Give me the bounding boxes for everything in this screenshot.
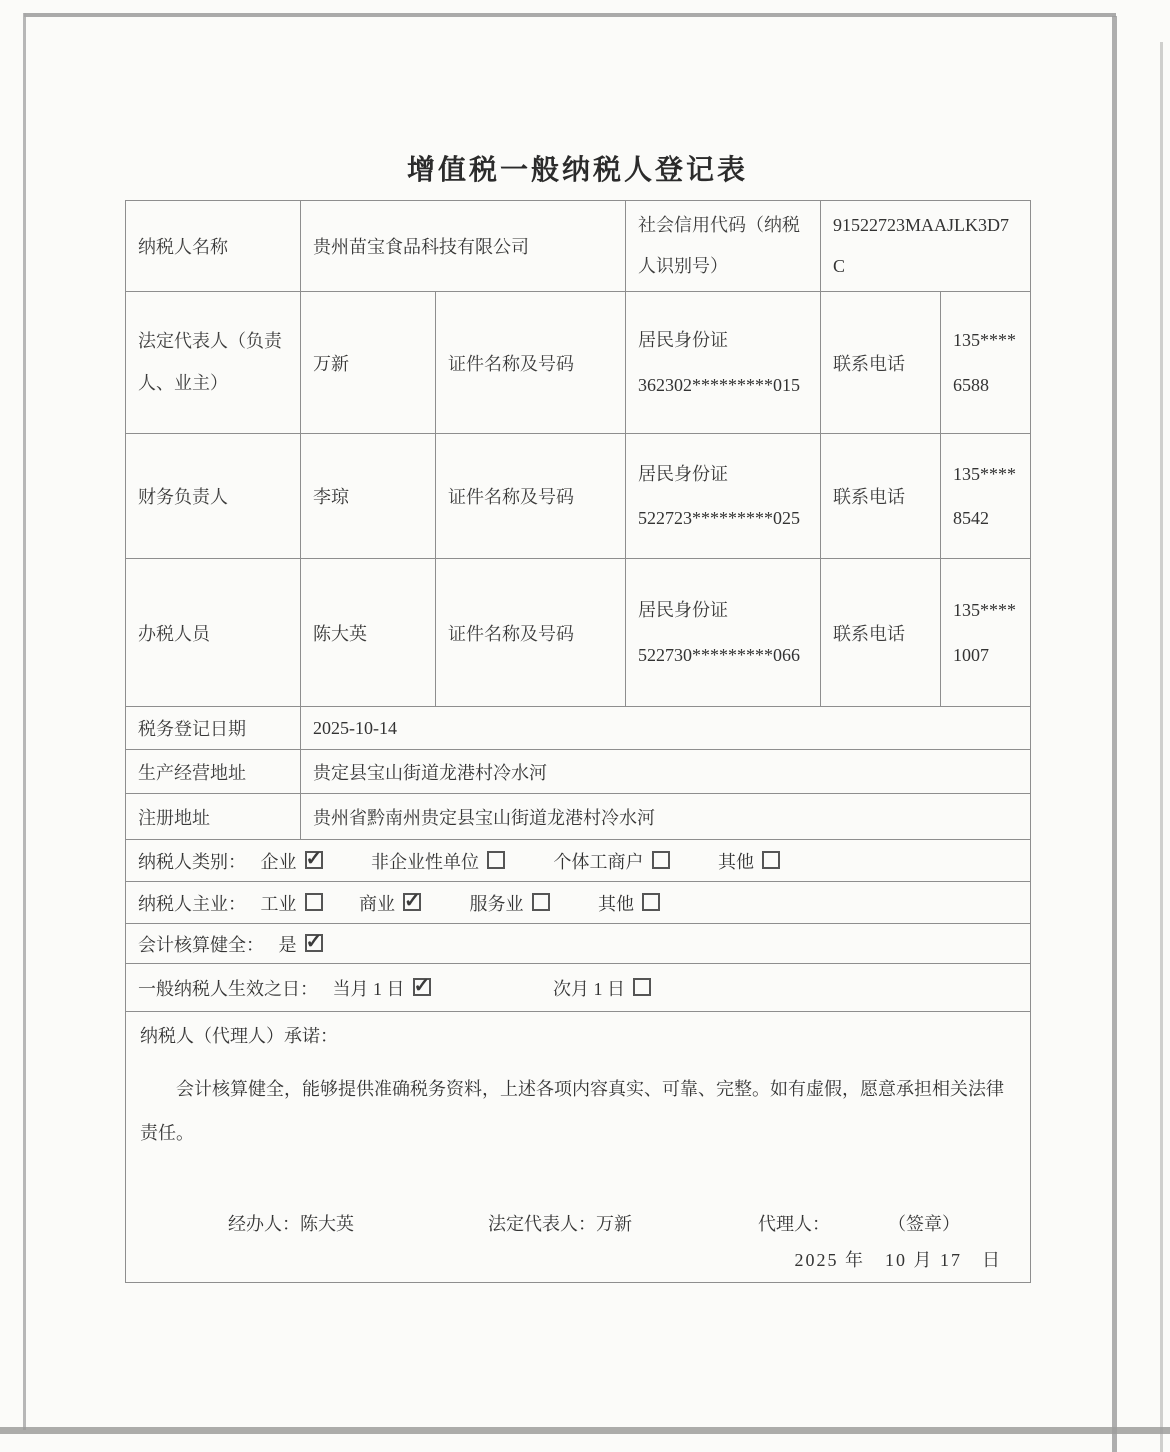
legal-rep-id-value [626, 292, 821, 434]
checkbox-icon [652, 851, 670, 869]
row-tax-clerk [126, 559, 1031, 707]
row-legal-representative [126, 292, 1031, 434]
row-business-address [126, 750, 1031, 794]
checkbox-icon [305, 893, 323, 911]
legal-rep-id-label: 证件名称及号码 [436, 292, 626, 434]
row-taxpayer-name [126, 201, 1031, 292]
option-category-other: 其他 [718, 852, 780, 872]
paper-edge-right-outer [1160, 42, 1163, 1452]
handler-signature: 经办人：陈大英 [228, 1214, 354, 1234]
paper-edge-left [23, 13, 26, 1430]
id-number: 362302*********015 [638, 374, 800, 395]
accounting-line [126, 924, 1031, 964]
legal-rep-signature: 法定代表人：万新 [488, 1214, 632, 1234]
legal-rep-phone-value: 135****6588 [941, 292, 1031, 434]
paper-edge-right [1112, 16, 1117, 1452]
credit-code-label: 社会信用代码（纳税人识别号） [626, 201, 821, 292]
checkbox-icon [487, 851, 505, 869]
clerk-id-label: 证件名称及号码 [436, 559, 626, 707]
main-industry-label: 纳税人主业： [138, 893, 246, 914]
finance-phone-label: 联系电话 [821, 434, 941, 559]
finance-id-label: 证件名称及号码 [436, 434, 626, 559]
checkbox-icon [762, 851, 780, 869]
taxpayer-category-label: 纳税人类别： [138, 851, 246, 872]
id-type: 居民身份证 [638, 600, 728, 621]
row-finance-officer [126, 434, 1031, 559]
option-industry-other: 其他 [598, 894, 660, 914]
agent-signature: 代理人： [758, 1214, 830, 1234]
legal-rep-phone-label: 联系电话 [821, 292, 941, 434]
clerk-phone-label: 联系电话 [821, 559, 941, 707]
clerk-id-value [626, 559, 821, 707]
registration-date-value: 2025-10-14 [301, 707, 1031, 750]
option-service: 服务业 [470, 894, 550, 914]
id-type: 居民身份证 [638, 330, 728, 351]
registered-address-label: 注册地址 [126, 794, 301, 840]
row-commitment [126, 1012, 1031, 1283]
row-registered-address [126, 794, 1031, 840]
checkbox-icon [633, 978, 651, 996]
finance-role-label: 财务负责人 [126, 434, 301, 559]
option-accounting-yes: 是✓ [279, 935, 323, 955]
finance-phone-value: 135****8542 [941, 434, 1031, 559]
option-next-month: 次月 1 日 [553, 979, 651, 999]
paper-edge-bottom [0, 1427, 1170, 1434]
option-industry: 工业 [261, 894, 323, 914]
legal-rep-name: 万新 [301, 292, 436, 434]
effective-date-line [126, 964, 1031, 1012]
main-industry-line [126, 882, 1031, 924]
registration-form-table [125, 200, 1031, 1283]
row-effective-date [126, 964, 1031, 1012]
option-commerce: 商业 ✓ [359, 894, 421, 914]
checked-checkbox-icon [305, 851, 323, 869]
row-taxpayer-category [126, 840, 1031, 882]
signature-date: 2025 年 10 月 17 日 [794, 1250, 1003, 1270]
registration-date-label: 税务登记日期 [126, 707, 301, 750]
row-main-industry [126, 882, 1031, 924]
row-registration-date [126, 707, 1031, 750]
commitment-heading: 纳税人（代理人）承诺： [140, 1026, 338, 1046]
checked-checkbox-icon [413, 978, 431, 996]
finance-id-value [626, 434, 821, 559]
checked-checkbox-icon [403, 893, 421, 911]
option-current-month: 当月 1 日 ✓ [333, 979, 431, 999]
checked-checkbox-icon [305, 934, 323, 952]
clerk-name: 陈大英 [301, 559, 436, 707]
credit-code-value: 91522723MAAJLK3D7C [821, 201, 1031, 292]
clerk-phone-value: 135****1007 [941, 559, 1031, 707]
registered-address-value: 贵州省黔南州贵定县宝山街道龙港村冷水河 [301, 794, 1031, 840]
paper-edge-top [24, 13, 1116, 17]
row-accounting [126, 924, 1031, 964]
checkbox-icon [532, 893, 550, 911]
business-address-value: 贵定县宝山街道龙港村冷水河 [301, 750, 1031, 794]
taxpayer-category-line [126, 840, 1031, 882]
legal-rep-role-label: 法定代表人（负责人、业主） [126, 292, 301, 434]
effective-date-label: 一般纳税人生效之日： [138, 978, 318, 999]
commitment-cell [126, 1012, 1031, 1283]
page-title: 增值税一般纳税人登记表 [406, 155, 748, 186]
clerk-role-label: 办税人员 [126, 559, 301, 707]
taxpayer-name-value: 贵州苗宝食品科技有限公司 [301, 201, 626, 292]
checkbox-icon [642, 893, 660, 911]
commitment-body: 会计核算健全，能够提供准确税务资料，上述各项内容真实、可靠、完整。如有虚假，愿意承担相关法律责任。 [140, 1078, 1004, 1143]
option-enterprise: 企业 ✓ [261, 852, 323, 872]
id-number: 522723*********025 [638, 508, 800, 528]
business-address-label: 生产经营地址 [126, 750, 301, 794]
finance-name: 李琼 [301, 434, 436, 559]
option-individual-business: 个体工商户 [554, 852, 670, 872]
accounting-label: 会计核算健全： [138, 934, 264, 955]
id-type: 居民身份证 [638, 463, 728, 484]
option-non-enterprise-unit: 非企业性单位 [371, 852, 505, 872]
seal-placeholder: （签章） [888, 1214, 960, 1234]
id-number: 522730*********066 [638, 644, 800, 665]
taxpayer-name-label: 纳税人名称 [126, 201, 301, 292]
